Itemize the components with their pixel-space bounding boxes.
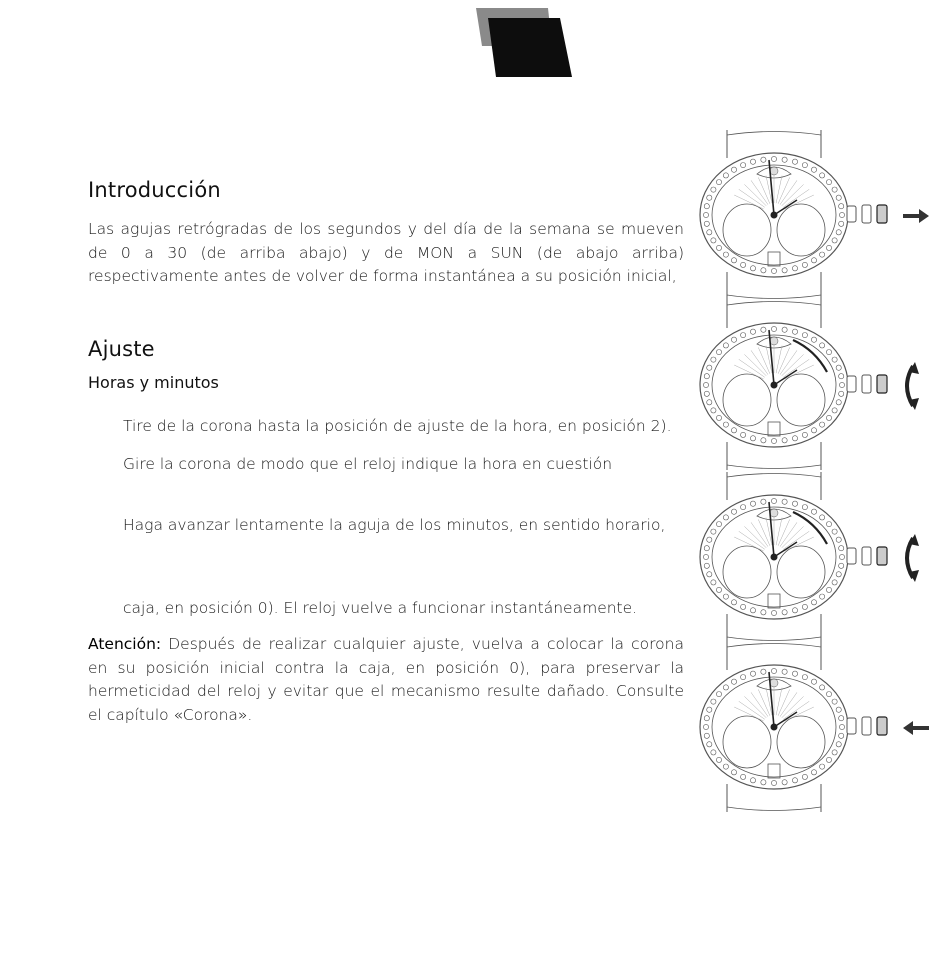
watch-crown-rotate-advance-minutes-illustration — [697, 472, 937, 642]
setting-step-2 — [88, 453, 684, 477]
step-4-text: caja, en posición 0). El reloj vuelve a funcionar instantáneamente. — [123, 599, 638, 617]
setting-step-1 — [88, 415, 684, 439]
intro-paragraph: Las agujas retrógradas de los segundos y del día de la semana se mueven de 0 a 30 (de arriba abajo) y de MON a SUN (de abajo arriba) respectivamente antes de volver de forma instantánea a su posición inicial, — [88, 220, 684, 285]
attention-paragraph — [88, 633, 684, 727]
intro-heading: Introducción — [88, 178, 221, 202]
attention-label: Atención: — [88, 635, 162, 653]
watch-figure-advance-minutes — [697, 472, 937, 642]
setting-section — [88, 337, 684, 392]
step-3-text: Haga avanzar lentamente la aguja de los minutos, en sentido horario, — [123, 516, 666, 534]
attention-text: Después de realizar cualquier ajuste, vuelva a colocar la corona en su posición inicial contra la caja, en posición 0), para preservar la hermeticidad del reloj y evitar que el mecanismo resulte dañado. Consulte el capítulo «Corona». — [88, 635, 684, 724]
step-1-text: Tire de la corona hasta la posición de ajuste de la hora, en posición 2). — [123, 417, 672, 435]
setting-step-4 — [88, 597, 684, 621]
watch-figure-crown-pushed — [697, 642, 937, 812]
watch-crown-pushed-in-illustration — [697, 642, 937, 812]
setting-heading: Ajuste — [88, 337, 155, 361]
watch-figure-crown-pulled — [697, 130, 937, 300]
watch-figure-set-hour — [697, 300, 937, 470]
section-tab-marker — [476, 8, 576, 80]
attention-note — [88, 633, 684, 727]
setting-subheading: Horas y minutos — [88, 373, 219, 392]
watch-crown-rotate-set-hour-illustration — [697, 300, 937, 470]
watch-crown-pulled-out-illustration — [697, 130, 937, 300]
setting-step-3 — [88, 514, 684, 538]
intro-section — [88, 178, 684, 289]
step-2-text: Gire la corona de modo que el reloj indique la hora en cuestión — [123, 455, 613, 473]
